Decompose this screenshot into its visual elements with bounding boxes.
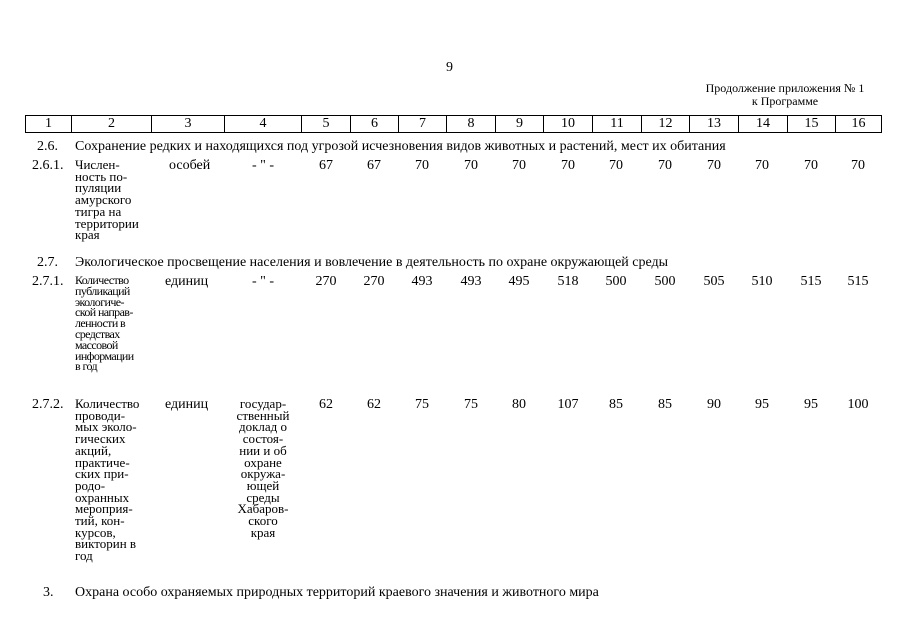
column-header: 9 [495,115,544,133]
value-cell: 75 [464,397,478,412]
row-code: 2.7.2. [32,397,64,412]
value-cell: 70 [464,158,478,173]
column-header: 15 [787,115,836,133]
value-cell: 495 [508,274,530,289]
value-cell: 505 [703,274,725,289]
value-cell: 70 [658,158,672,173]
value-cell: 85 [609,397,623,412]
value-cell: 493 [460,274,482,289]
page-number: 9 [446,60,453,75]
section-code: 2.6. [37,139,58,154]
value-cell: 510 [751,274,773,289]
section-code: 3. [43,585,54,600]
row-unit: особей [169,158,211,173]
value-cell: 70 [415,158,429,173]
value-cell: 75 [415,397,429,412]
row-code: 2.6.1. [32,158,64,173]
value-cell: 67 [367,158,381,173]
column-header: 5 [301,115,351,133]
value-cell: 67 [319,158,333,173]
row-indicator-name: Числен- ность по- пуляции амурского тигра на территории края [75,157,139,243]
value-cell: 270 [315,274,337,289]
value-cell: 70 [561,158,575,173]
column-header: 8 [446,115,496,133]
value-cell: 518 [557,274,579,289]
row-code: 2.7.1. [32,274,64,289]
value-cell: 90 [707,397,721,412]
column-header: 4 [224,115,302,133]
value-cell: 270 [363,274,385,289]
value-cell: 70 [755,158,769,173]
value-cell: 500 [605,274,627,289]
value-cell: 100 [847,397,869,412]
column-header: 12 [641,115,690,133]
value-cell: 95 [755,397,769,412]
row-indicator-name: Количество публикаций экологиче- ской направ- ленности в средствах массовой информации в год [75,273,134,374]
column-header: 1 [25,115,72,133]
section-title: Сохранение редких и находящихся под угрозой исчезновения видов животных и растений, мест их обитания [75,139,726,154]
row-source: - " - [251,274,275,289]
value-cell: 70 [707,158,721,173]
column-header: 10 [543,115,593,133]
value-cell: 107 [557,397,579,412]
row-unit: единиц [165,397,209,412]
value-cell: 70 [609,158,623,173]
column-header: 11 [592,115,642,133]
row-source: государ- ственный доклад о состоя- нии и об охране окружа- ющей среды Хабаров- ского края [236,396,290,540]
value-cell: 515 [800,274,822,289]
value-cell: 70 [512,158,526,173]
value-cell: 85 [658,397,672,412]
section-code: 2.7. [37,255,58,270]
column-header: 2 [71,115,152,133]
row-source: - " - [251,158,275,173]
section-title: Охрана особо охраняемых природных территорий краевого значения и животного мира [75,585,599,600]
column-header: 13 [689,115,739,133]
value-cell: 80 [512,397,526,412]
column-header: 7 [398,115,447,133]
column-header: 6 [350,115,399,133]
row-unit: единиц [165,274,209,289]
column-header: 14 [738,115,788,133]
value-cell: 70 [851,158,865,173]
value-cell: 70 [804,158,818,173]
column-header: 16 [835,115,882,133]
value-cell: 95 [804,397,818,412]
value-cell: 493 [411,274,433,289]
section-title: Экологическое просвещение населения и вовлечение в деятельность по охране окружающей среды [75,255,669,270]
column-header: 3 [151,115,225,133]
continuation-line-2: к Программе [751,94,819,108]
value-cell: 62 [319,397,333,412]
value-cell: 62 [367,397,381,412]
continuation-line-1: Продолжение приложения № 1 [705,81,865,95]
row-indicator-name: Количество проводи- мых эколо- гических акций, практиче- ских при- родо- охранных мероприя- тий, кон- курсов, викторин в год [75,396,140,564]
value-cell: 515 [847,274,869,289]
value-cell: 500 [654,274,676,289]
